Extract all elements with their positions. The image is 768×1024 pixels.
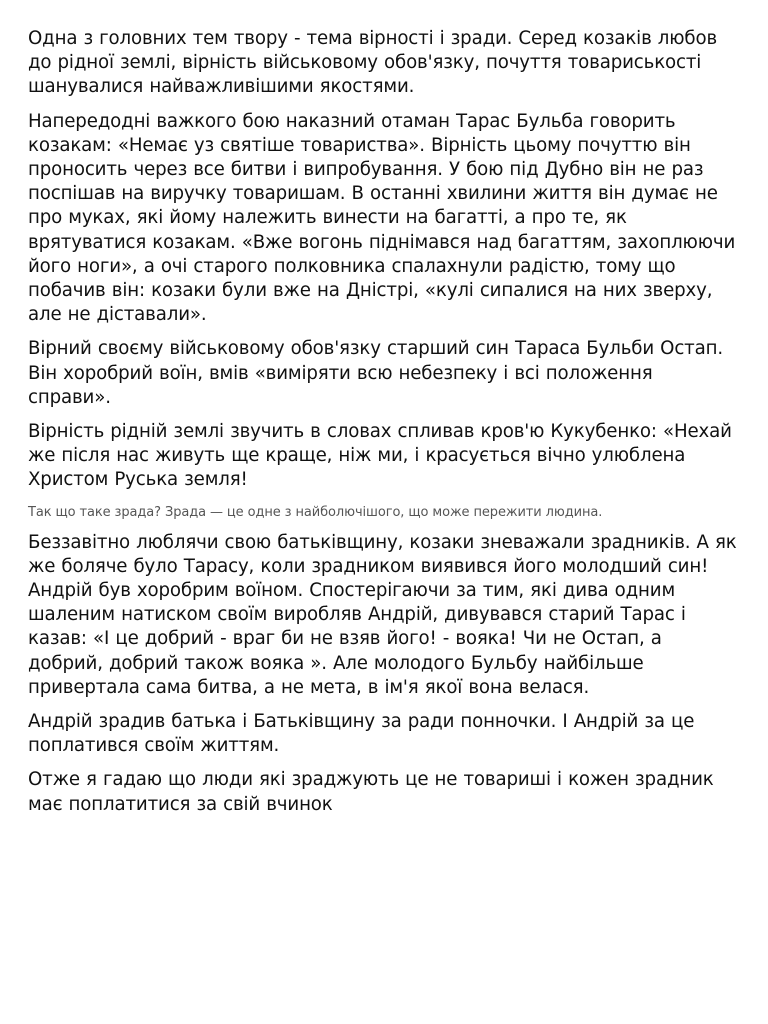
paragraph-kukubenko: Вірність рідній землі звучить в словах спливав кров'ю Кукубенко: «Нехай же після нас живуть ще краще, ніж ми, і красується вічно улюблена Христом Руська земля! <box>28 421 732 491</box>
paragraph-andriy-paid: Андрій зрадив батька і Батьківщину за ради понночки. І Андрій за це поплатився своїм життям. <box>28 711 695 757</box>
paragraph-loyalty-theme: Одна з головних тем твору - тема вірності і зради. Серед козаків любов до рідної землі, вірність військовому обов'язку, почуття товариськості шанувалися найважливішими якостями. <box>28 28 718 98</box>
paragraph-taras-bulba: Напередодні важкого бою наказний отаман Тарас Бульба говорить козакам: «Немає уз святіше товариства». Вірність цьому почуттю він проносить через все битви і випробування. У бою під Дубно він не раз поспішав на виручку товаришам. В останні хвилини життя він думає не про муках, які йому належить винести на багатті, а про те, як врятуватися козакам. «Вже вогонь піднімався над багаттям, захоплюючи його ноги», а очі старого полковника спалахнули радістю, тому що побачив він: козаки були вже на Дністрі, «кулі сипалися на них зверху, але не діставали». <box>28 110 736 326</box>
note-what-is-betrayal: Так що таке зрада? Зрада — це одне з найболючішого, що може пережити людина. <box>28 504 603 520</box>
paragraph-conclusion: Отже я гадаю що люди які зраджують це не товариші і кожен зрадник має поплатитися за свій вчинок <box>28 769 714 815</box>
document-body <box>28 27 740 827</box>
paragraph-andriy-betrayal: Беззавітно люблячи свою батьківщину, козаки зневажали зрадників. А як же боляче було Тарасу, коли зрадником виявився його молодший син! Андрій був хоробрим воїном. Спостерігаючи за тим, які дива одним шаленим натиском своїм виробляв Андрій, дивувався старий Тарас і казав: «І це добрий - враг би не взяв його! - вояка! Чи не Остап, а добрий, добрий також вояка ». Але молодого Бульбу найбільше привертала сама битва, а не мета, в ім'я якої вона велася. <box>28 531 737 698</box>
paragraph-ostap: Вірний своєму військовому обов'язку старший син Тараса Бульби Остап. Він хоробрий воїн, вмів «виміряти всю небезпеку і всі положення справи». <box>28 338 723 408</box>
